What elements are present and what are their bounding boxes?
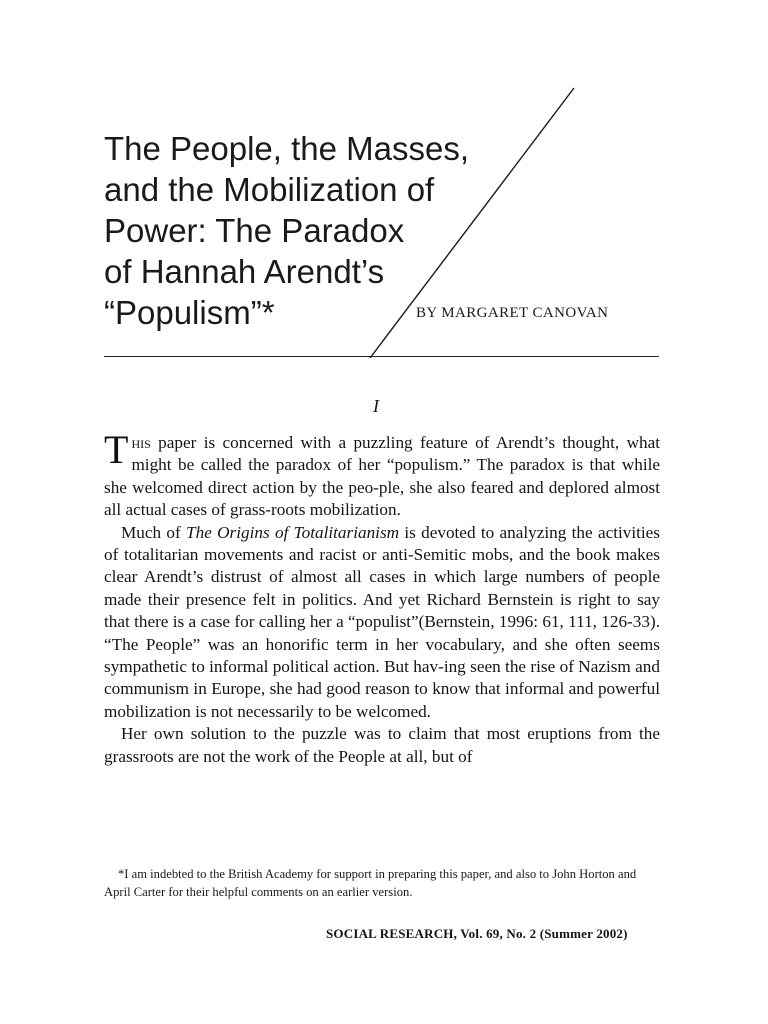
article-body <box>104 427 660 768</box>
small-caps-lead: his <box>131 433 151 452</box>
paragraph: Her own solution to the puzzle was to claim that most eruptions from the grassroots are not the work of the People at all, but of <box>104 724 660 766</box>
footnote-text: *I am indebted to the British Academy for support in preparing this paper, and also to John Horton and April Carter for their helpful comments on an earlier version. <box>104 867 637 899</box>
footnote <box>104 865 662 901</box>
journal-citation: SOCIAL RESEARCH, Vol. 69, No. 2 (Summer 2002) <box>326 926 628 941</box>
title-line: “Populism”* <box>104 294 275 331</box>
paragraph <box>104 427 660 522</box>
title-rule <box>104 356 659 357</box>
author-byline: BY MARGARET CANOVAN <box>416 305 609 321</box>
title-line: The People, the Masses, <box>104 130 470 167</box>
paragraph-text: paper is concerned with a puzzling feature of Arendt’s thought, what might be called the paradox of her “populism.” The paradox is that while she welcomed direct action by the peo-ple, she also feared and deplored almost all actual cases of grass-roots mobilization. <box>104 433 660 520</box>
title-line: of Hannah Arendt’s <box>104 253 385 290</box>
paragraph-text: Much of <box>121 522 187 542</box>
title-line: and the Mobilization of <box>104 171 435 208</box>
paragraph-text: is devoted to analyzing the activities of totalitarian movements and racist or anti-Semitic mobs, and the book makes clear Arendt’s distrust of almost all cases in which large numbers of people made their presence felt in politics. And yet Richard Bernstein is right to say that there is a case for calling her a “populist”(Bernstein, 1996: 61, 111, 126-33). “The People” was an honorific term in her vocabulary, and she often seems sympathetic to informal political action. But hav-ing seen the rise of Nazism and communism in Europe, she had good reason to know that informal and powerful mobilization is not necessarily to be welcomed. <box>104 522 660 721</box>
paragraph <box>104 522 660 724</box>
section-numeral: I <box>373 396 379 416</box>
title-line: Power: The Paradox <box>104 212 405 249</box>
drop-cap: T <box>104 427 129 472</box>
book-title: The Origins of Totalitarianism <box>186 522 400 542</box>
